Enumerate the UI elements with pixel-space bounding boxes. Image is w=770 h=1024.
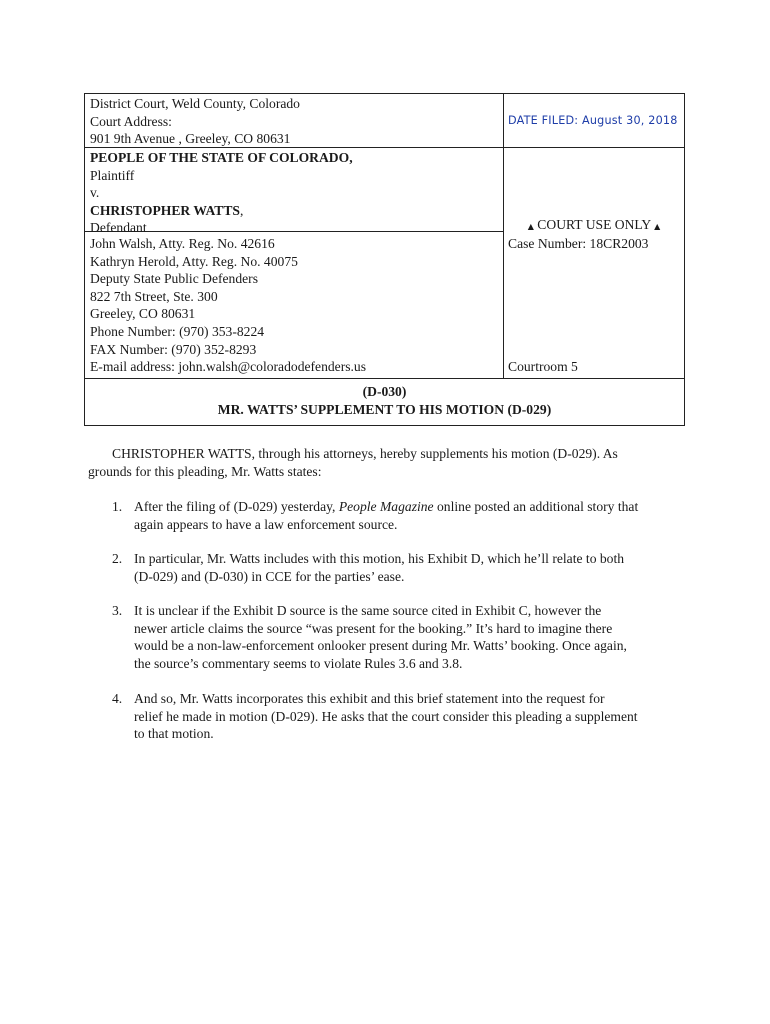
attorney-line: 822 7th Street, Ste. 300 xyxy=(90,288,218,304)
attorney-email: E-mail address: john.walsh@coloradodefenders.us xyxy=(90,359,367,375)
list-item-line: newer article claims the source “was present for the booking.” It’s hard to imagine there xyxy=(134,620,613,636)
defendant-name: CHRISTOPHER WATTS xyxy=(90,202,240,218)
court-use-label: COURT USE ONLY xyxy=(533,217,655,232)
attorney-info-cell xyxy=(85,232,503,378)
courtroom: Courtroom 5 xyxy=(508,359,578,374)
court-address: 901 9th Avenue , Greeley, CO 80631 xyxy=(90,131,291,147)
court-address-label: Court Address: xyxy=(90,113,172,129)
publication-name: People Magazine xyxy=(338,499,434,514)
versus: v. xyxy=(90,185,100,201)
defendant-role: Defendant xyxy=(90,220,147,236)
list-item-line: relief he made in motion (D-029). He asks that the court consider this pleading a supplement xyxy=(134,708,638,724)
intro-line: grounds for this pleading, Mr. Watts states: xyxy=(88,463,322,479)
caption-left-column xyxy=(85,94,504,378)
list-item-line: And so, Mr. Watts incorporates this exhibit and this brief statement into the request for xyxy=(134,691,605,706)
list-item-number: 3. xyxy=(112,603,123,618)
court-name: District Court, Weld County, Colorado xyxy=(90,96,300,111)
list-item xyxy=(112,602,674,672)
courtroom-cell xyxy=(504,358,684,376)
parties-cell xyxy=(85,148,503,236)
plaintiff-name: PEOPLE OF THE STATE OF COLORADO, xyxy=(90,150,353,165)
document-title: MR. WATTS’ SUPPLEMENT TO HIS MOTION (D-029) xyxy=(217,401,552,417)
list-item-number: 1. xyxy=(112,499,123,514)
court-info-cell xyxy=(85,94,503,148)
attorney-line: Greeley, CO 80631 xyxy=(90,306,196,322)
attorney-fax: FAX Number: (970) 352-8293 xyxy=(90,341,257,357)
list-item-text: online posted an additional story that xyxy=(433,499,639,514)
attorney-phone: Phone Number: (970) 353-8224 xyxy=(90,323,265,339)
document-code: (D-030) xyxy=(362,384,407,399)
date-filed-cell xyxy=(504,94,684,148)
list-item-line: It is unclear if the Exhibit D source is the same source cited in Exhibit C, however the xyxy=(134,603,602,618)
list-item xyxy=(112,550,674,585)
document-body xyxy=(88,445,678,742)
list-item xyxy=(112,690,674,743)
case-caption-box xyxy=(84,93,685,426)
case-number-cell xyxy=(504,235,684,253)
list-item-line: would be a non-law-enforcement onlooker present during Mr. Watts’ booking. Once again, xyxy=(134,638,627,654)
list-item-number: 2. xyxy=(112,551,123,566)
list-item-line: again appears to have a law enforcement source. xyxy=(134,516,398,532)
list-item-line: (D-029) and (D-030) in CCE for the parties’ ease. xyxy=(134,568,405,584)
intro-paragraph xyxy=(88,445,678,480)
list-item-line: the source’s commentary seems to violate Rules 3.6 and 3.8. xyxy=(134,655,463,671)
list-item-line: In particular, Mr. Watts includes with this motion, his Exhibit D, which he’ll relate to both xyxy=(134,551,625,566)
document-title-block xyxy=(85,378,684,426)
list-item-line: to that motion. xyxy=(134,726,214,742)
triangle-up-icon: ▲ xyxy=(527,222,534,231)
attorney-line: Deputy State Public Defenders xyxy=(90,271,258,287)
triangle-up-icon: ▲ xyxy=(654,222,661,231)
defendant-line xyxy=(90,202,503,220)
list-item-line xyxy=(134,498,674,516)
intro-line: CHRISTOPHER WATTS, through his attorneys, hereby supplements his motion (D-029). As xyxy=(112,446,618,461)
list-item-number: 4. xyxy=(112,691,123,706)
attorney-line: John Walsh, Atty. Reg. No. 42616 xyxy=(90,236,275,251)
court-use-only xyxy=(504,216,684,236)
attorney-line: Kathryn Herold, Atty. Reg. No. 40075 xyxy=(90,253,298,269)
list-item xyxy=(112,498,674,533)
date-filed-stamp: DATE FILED: August 30, 2018 xyxy=(508,113,678,127)
plaintiff-role: Plaintiff xyxy=(90,167,135,183)
defendant-comma: , xyxy=(239,202,244,218)
list-item-text: After the filing of (D-029) yesterday, xyxy=(134,499,339,514)
caption-right-column xyxy=(504,94,684,378)
case-number: Case Number: 18CR2003 xyxy=(508,236,649,251)
